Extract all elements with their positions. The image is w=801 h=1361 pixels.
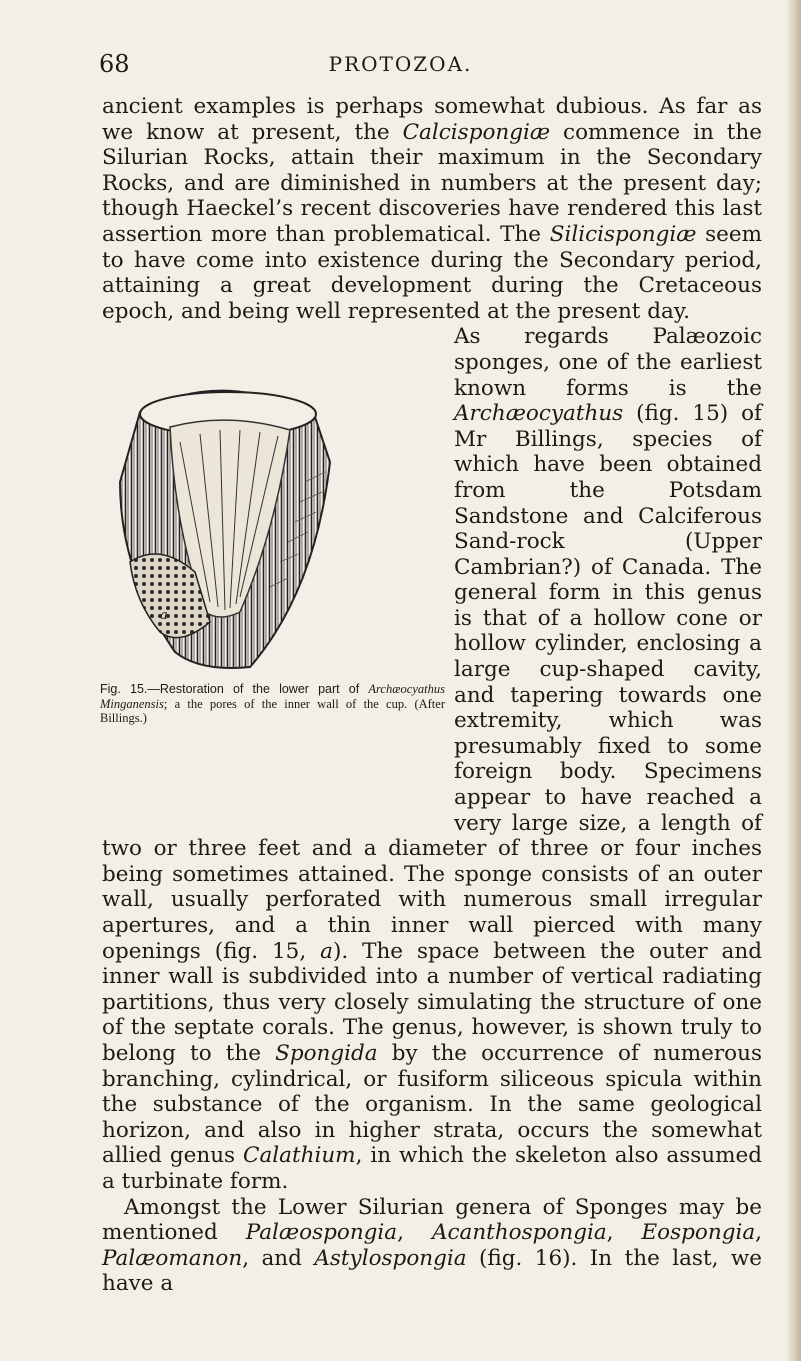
taxon-palaeomanon: Palæomanon xyxy=(102,1245,243,1271)
taxon-spongida: Spongida xyxy=(275,1040,378,1066)
text: ). The space between the outer and inner wall is subdivided into a number of vertical radiating partitions, thus very closely simulating the structure of one of the septate corals. The genus, however, is shown truly to belong to the xyxy=(102,938,762,1066)
paragraph-3 xyxy=(102,1195,762,1297)
text: (fig. 16). In the last, we have a xyxy=(102,1245,763,1297)
taxon-acanthospongia: Acanthospongia xyxy=(431,1220,607,1246)
caption-lead: Fig. 15.—Restoration of the lower part of xyxy=(100,682,369,696)
taxon-archaeocyathus: Archæocyathus xyxy=(454,401,624,427)
text: commence in the Silurian Rocks, attain their maximum in the Secondary Rocks, and are diminished in numbers at the present day; though Haeckel’s recent discoveries have rendered this last assertion more than problematical. The xyxy=(102,119,762,247)
figure-15-illustration xyxy=(100,372,445,792)
running-title: PROTOZOA. xyxy=(328,52,473,76)
text: , xyxy=(755,1220,763,1246)
text: by the occurrence of numerous branching, cylindrical, or fusiform siliceous spicula within the substance of the organism. In the same geological horizon, and also in higher strata, occurs the somewhat allied genus xyxy=(102,1040,762,1169)
taxon-eospongia: Eospongia xyxy=(641,1220,756,1246)
text: seem to have come into existence during the Secondary period, attaining a great development during the Cretaceous epoch, and being well represented at the present day. xyxy=(102,221,763,324)
archaeocyathus-icon xyxy=(100,372,350,672)
taxon-calathium: Calathium xyxy=(243,1143,356,1169)
text: , and xyxy=(242,1245,315,1271)
text: ancient examples is perhaps somewhat dubious. As far as we know at present, the xyxy=(102,94,762,145)
taxon-palaeospongia: Palæospongia xyxy=(245,1220,398,1246)
caption-rest: ; a the pores of the inner wall of the cup. (After Billings.) xyxy=(100,696,445,725)
figure-label-a: a xyxy=(160,608,168,623)
taxon-calcispongiae: Calcispongiæ xyxy=(402,119,551,145)
text: , xyxy=(397,1220,432,1246)
page-number: 68 xyxy=(99,50,130,78)
caption-species: Archæocyathus Minganensis xyxy=(100,682,445,711)
text: , in which the skeleton also assumed a turbinate form. xyxy=(102,1143,762,1194)
text: (fig. 15) of Mr Billings, species of which have been obtained from the Potsdam Sandstone and Calciferous Sand-rock (Upper Cambrian?) of Canada. The general form in this genus is that of a hollow cone or hollow cylinder, enclosing a large cup-shaped cavity, and tapering towards one extremity, which was presumably fixed to some foreign body. Specimens appear to have reached a very large size, a length of two or three feet and a diameter of three or four inches being sometimes attained. The sponge consists of an outer wall, usually perforated with numerous small irregular apertures, and a thin inner wall pierced with many openings (fig. 15, xyxy=(102,401,762,964)
page-header xyxy=(0,50,801,84)
paragraph-1 xyxy=(102,94,762,324)
text: , xyxy=(606,1220,642,1246)
text: As regards Palæozoic sponges, one of the earliest known forms is the xyxy=(454,324,762,401)
figure-caption xyxy=(100,682,445,726)
text: Amongst the Lower Silurian genera of Sponges may be mentioned xyxy=(102,1194,762,1246)
figure-ref-a: a xyxy=(320,938,333,964)
taxon-silicispongiae: Silicispongiæ xyxy=(549,221,697,247)
taxon-astylospongia: Astylospongia xyxy=(314,1245,467,1271)
page-edge xyxy=(787,0,801,1361)
